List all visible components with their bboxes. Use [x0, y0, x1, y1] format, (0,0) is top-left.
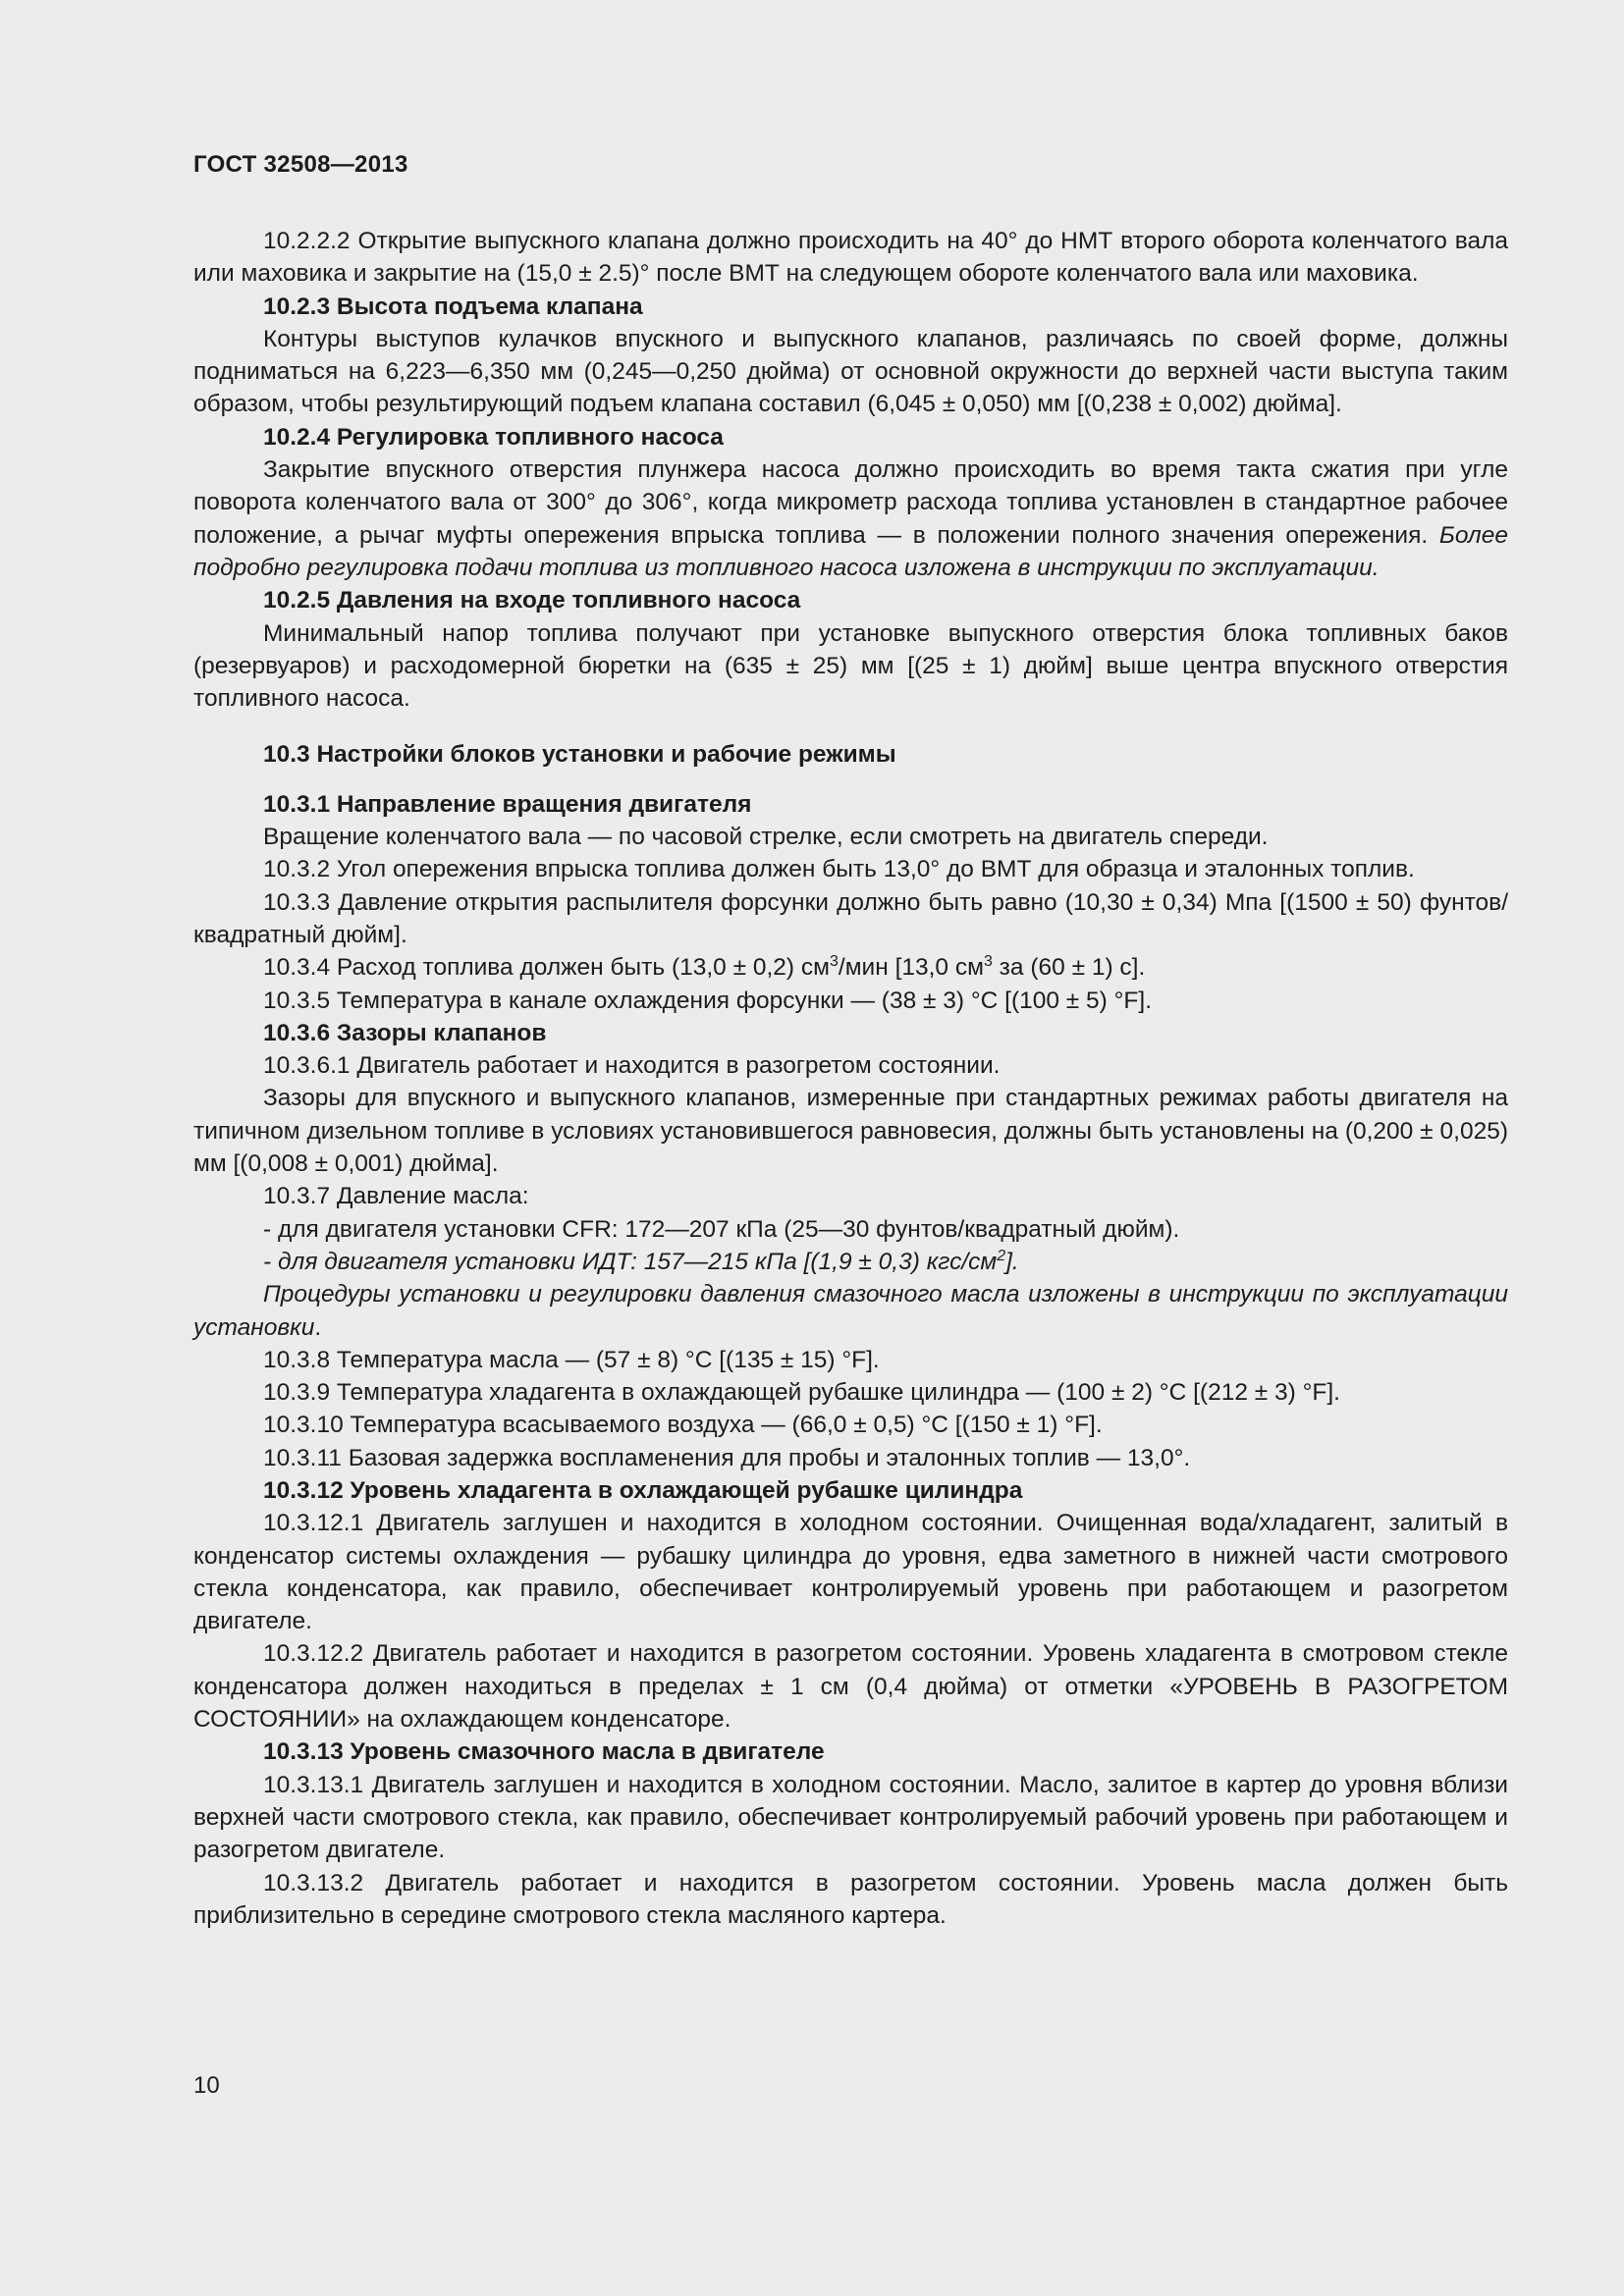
paragraph-italic-text: Процедуры установки и регулировки давления смазочного масла изложены в инструкции по эксплуатации установки	[193, 1281, 1508, 1341]
list-item-cfr-oil-pressure: - для двигателя установки CFR: 172—207 кПа (25—30 фунтов/квадратный дюйм).	[263, 1215, 1180, 1243]
paragraph-italic-note: Более подробно регулировка подачи топлива из топливного насоса изложена в инструкции по эксплуатации.	[193, 521, 1508, 581]
paragraph-text: - для двигателя установки ИДТ: 157—215 кПа [(1,9 ± 0,3) кгс/см	[263, 1248, 998, 1275]
subheading-10-3-12: 10.3.12 Уровень хладагента в охлаждающей рубашке цилиндра	[263, 1476, 1023, 1504]
paragraph-10-3-12-2: 10.3.12.2 Двигатель работает и находится в разогретом состоянии. Уровень хладагента в смотровом стекле конденсатора должен находиться в пределах ± 1 см (0,4 дюйма) от отметки «УРОВЕНЬ В РАЗОГРЕТОМ СОСТОЯНИИ» на охлаждающем конденсаторе.	[193, 1640, 1508, 1734]
superscript: 3	[829, 953, 839, 971]
paragraph-text: за (60 ± 1) с].	[992, 954, 1146, 982]
paragraph-text: /мин [13,0 см	[838, 954, 984, 982]
paragraph-10-3-6-1: 10.3.6.1 Двигатель работает и находится в разогретом состоянии.	[263, 1052, 1001, 1080]
paragraph-10-3-8: 10.3.8 Температура масла — (57 ± 8) °С [(135 ± 15) °F].	[263, 1346, 880, 1373]
subheading-10-2-5: 10.2.5 Давления на входе топливного насоса	[263, 587, 801, 614]
paragraph-10-3-9: 10.3.9 Температура хладагента в охлаждающей рубашке цилиндра — (100 ± 2) °С [(212 ± 3) °F].	[263, 1379, 1340, 1407]
paragraph-valve-lift: Контуры выступов кулачков впускного и выпускного клапанов, различаясь по своей форме, должны подниматься на 6,223—6,350 мм (0,245—0,250 дюйма) от основной окружности до верхней части выступа таким образом, чтобы результирующий подъем клапана составил (6,045 ± 0,050) мм [(0,238 ± 0,002) дюйма].	[193, 325, 1508, 418]
subheading-10-3-6: 10.3.6 Зазоры клапанов	[263, 1019, 547, 1046]
paragraph-10-3-10: 10.3.10 Температура всасываемого воздуха — (66,0 ± 0,5) °С [(150 ± 1) °F].	[263, 1412, 1103, 1439]
superscript: 3	[983, 953, 993, 971]
subheading-10-3-13: 10.3.13 Уровень смазочного масла в двигателе	[263, 1738, 825, 1766]
document-header: ГОСТ 32508—2013	[193, 151, 408, 178]
document-body	[193, 225, 1508, 1932]
paragraph-text: .	[314, 1313, 322, 1341]
paragraph-valve-clearance: Зазоры для впускного и выпускного клапанов, измеренные при стандартных режимах работы двигателя на типичном дизельном топливе в условиях установившегося равновесия, должны быть установлены на (0,200 ± 0,025) мм [(0,008 ± 0,001) дюйма].	[193, 1085, 1508, 1178]
paragraph-10-3-2: 10.3.2 Угол опережения впрыска топлива должен быть 13,0° до ВМТ для образца и эталонных топлив.	[263, 856, 1415, 883]
paragraph-10-3-3: 10.3.3 Давление открытия распылителя форсунки должно быть равно (10,30 ± 0,34) Мпа [(1500 ± 50) фунтов/квадратный дюйм].	[193, 888, 1508, 948]
paragraph-text: Закрытие впускного отверстия плунжера насоса должно происходить во время такта сжатия при угле поворота коленчатого вала от 300° до 306°, когда микрометр расхода топлива установлен в стандартное рабочее положение, а рычаг муфты опережения впрыска топлива — в положении полного значения опережения.	[193, 456, 1508, 549]
subheading-10-3-1: 10.3.1 Направление вращения двигателя	[263, 790, 752, 818]
superscript: 2	[997, 1247, 1006, 1264]
paragraph-10-2-2-2: 10.2.2.2 Открытие выпускного клапана должно происходить на 40° до НМТ второго оборота коленчатого вала или маховика и закрытие на (15,0 ± 2.5)° после ВМТ на следующем обороте коленчатого вала или маховика.	[193, 228, 1508, 288]
paragraph-10-3-4	[193, 951, 1508, 984]
paragraph-fuel-head: Минимальный напор топлива получают при установке выпускного отверстия блока топливных баков (резервуаров) и расходомерной бюретки на (635 ± 25) мм [(25 ± 1) дюйм] выше центра впускного отверстия топливного насоса.	[193, 619, 1508, 713]
paragraph-10-3-12-1: 10.3.12.1 Двигатель заглушен и находится в холодном состоянии. Очищенная вода/хладагент, залитый в конденсатор системы охлаждения — рубашку цилиндра до уровня, едва заметного в нижней части смотрового стекла конденсатора, как правило, обеспечивает контролируемый уровень при работающем и разогретом двигателе.	[193, 1510, 1508, 1635]
paragraph-10-3-13-1: 10.3.13.1 Двигатель заглушен и находится в холодном состоянии. Масло, залитое в картер до уровня вблизи верхней части смотрового стекла, как правило, обеспечивает контролируемый рабочий уровень при работающем и разогретом двигателе.	[193, 1771, 1508, 1864]
paragraph-fuel-pump-timing	[193, 454, 1508, 584]
paragraph-text: ].	[1005, 1248, 1019, 1275]
paragraph-10-3-7: 10.3.7 Давление масла:	[263, 1183, 529, 1210]
paragraph-10-3-13-2: 10.3.13.2 Двигатель работает и находится в разогретом состоянии. Уровень масла должен быть приблизительно в середине смотрового стекла масляного картера.	[193, 1869, 1508, 1929]
page-number: 10	[193, 2072, 220, 2099]
paragraph-10-3-5: 10.3.5 Температура в канале охлаждения форсунки — (38 ± 3) °С [(100 ± 5) °F].	[263, 987, 1153, 1014]
paragraph-rotation: Вращение коленчатого вала — по часовой стрелке, если смотреть на двигатель спереди.	[263, 824, 1269, 851]
paragraph-text: 10.3.4 Расход топлива должен быть (13,0 ± 0,2) см	[263, 954, 830, 982]
subheading-10-2-3: 10.2.3 Высота подъема клапана	[263, 293, 643, 320]
section-heading-10-3: 10.3 Настройки блоков установки и рабочие режимы	[263, 741, 896, 769]
list-item-idt-oil-pressure	[193, 1246, 1508, 1278]
paragraph-oil-procedure	[193, 1278, 1508, 1344]
paragraph-10-3-11: 10.3.11 Базовая задержка воспламенения для пробы и эталонных топлив — 13,0°.	[263, 1444, 1191, 1471]
subheading-10-2-4: 10.2.4 Регулировка топливного насоса	[263, 423, 724, 451]
